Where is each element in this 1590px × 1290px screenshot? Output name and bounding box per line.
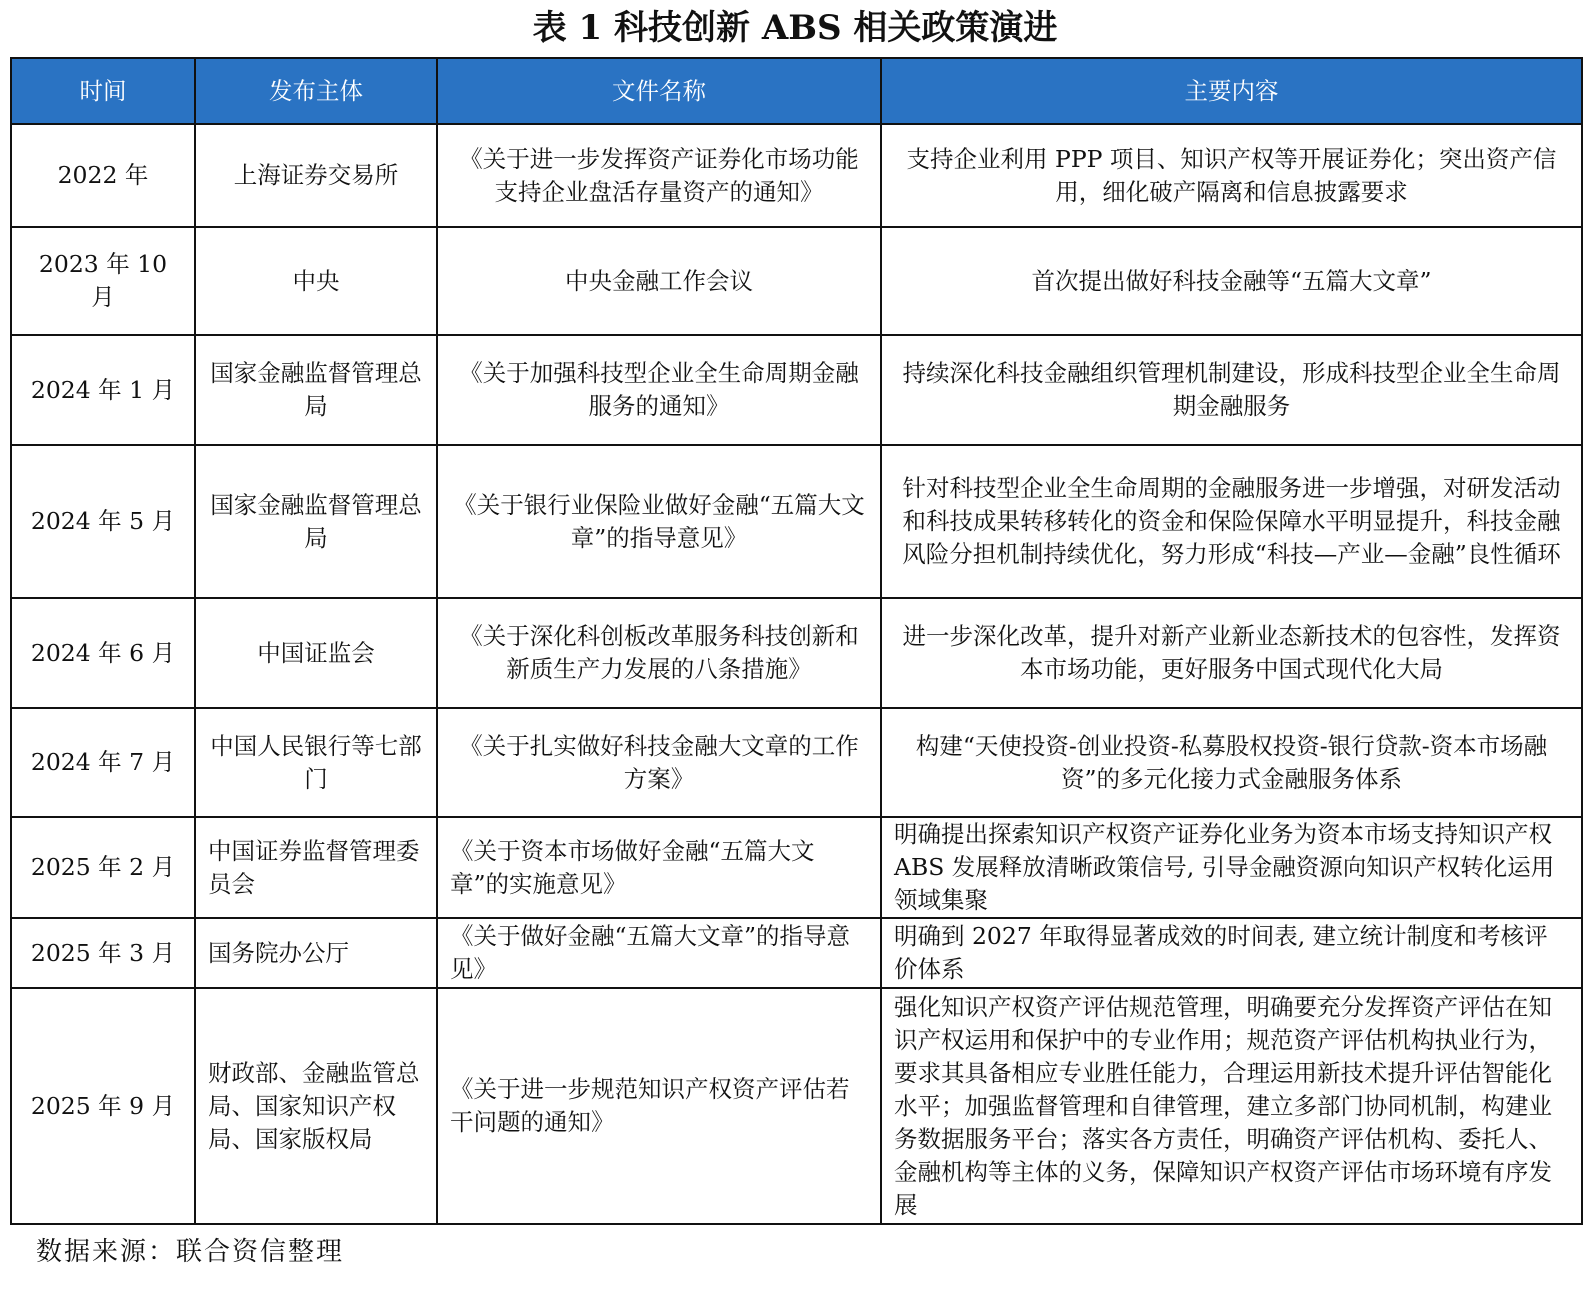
data-source-note: 数据来源：联合资信整理 [36, 1237, 345, 1267]
cell-time: 2024 年 6 月 [11, 598, 195, 708]
table-row [11, 335, 1582, 445]
cell-issuer: 中央 [195, 227, 437, 335]
table-row [11, 227, 1582, 335]
cell-issuer: 中国证监会 [195, 598, 437, 708]
cell-time: 2022 年 [11, 124, 195, 227]
cell-content: 针对科技型企业全生命周期的金融服务进一步增强，对研发活动和科技成果转移转化的资金和保险保障水平明显提升，科技金融风险分担机制持续优化，努力形成“科技—产业—金融”良性循环 [881, 445, 1582, 598]
cell-content: 明确提出探索知识产权资产证券化业务为资本市场支持知识产权 ABS 发展释放清晰政策信号, 引导金融资源向知识产权转化运用领域集聚 [881, 817, 1582, 918]
cell-content: 强化知识产权资产评估规范管理，明确要充分发挥资产评估在知识产权运用和保护中的专业作用；规范资产评估机构执业行为，要求其具备相应专业胜任能力，合理运用新技术提升评估智能化水平；加强监督管理和自律管理，建立多部门协同机制，构建业务数据服务平台；落实各方责任，明确资产评估机构、委托人、金融机构等主体的义务，保障知识产权资产评估市场环境有序发展 [881, 988, 1582, 1224]
cell-issuer: 中国证券监督管理委员会 [195, 817, 437, 918]
cell-document: 《关于资本市场做好金融“五篇大文章”的实施意见》 [437, 817, 881, 918]
cell-content: 进一步深化改革，提升对新产业新业态新技术的包容性，发挥资本市场功能，更好服务中国式现代化大局 [881, 598, 1582, 708]
table-row [11, 817, 1582, 918]
cell-document: 《关于银行业保险业做好金融“五篇大文章”的指导意见》 [437, 445, 881, 598]
cell-document: 《关于进一步规范知识产权资产评估若干问题的通知》 [437, 988, 881, 1224]
cell-document: 《关于做好金融“五篇大文章”的指导意见》 [437, 918, 881, 988]
cell-time: 2025 年 9 月 [11, 988, 195, 1224]
cell-content: 首次提出做好科技金融等“五篇大文章” [881, 227, 1582, 335]
cell-issuer: 国家金融监督管理总局 [195, 335, 437, 445]
column-header-content: 主要内容 [881, 58, 1582, 124]
cell-issuer: 国务院办公厅 [195, 918, 437, 988]
cell-issuer: 财政部、金融监管总局、国家知识产权局、国家版权局 [195, 988, 437, 1224]
column-header-document: 文件名称 [437, 58, 881, 124]
cell-content: 构建“天使投资-创业投资-私募股权投资-银行贷款-资本市场融资”的多元化接力式金融服务体系 [881, 708, 1582, 817]
table-row [11, 708, 1582, 817]
table-title: 表 1 科技创新 ABS 相关政策演进 [532, 8, 1058, 48]
cell-time: 2024 年 5 月 [11, 445, 195, 598]
cell-issuer: 国家金融监督管理总局 [195, 445, 437, 598]
cell-document: 《关于深化科创板改革服务科技创新和新质生产力发展的八条措施》 [437, 598, 881, 708]
cell-document: 《关于加强科技型企业全生命周期金融服务的通知》 [437, 335, 881, 445]
cell-time: 2023 年 10 月 [11, 227, 195, 335]
cell-issuer: 中国人民银行等七部门 [195, 708, 437, 817]
cell-document: 《关于进一步发挥资产证券化市场功能支持企业盘活存量资产的通知》 [437, 124, 881, 227]
table-row [11, 988, 1582, 1224]
cell-time: 2024 年 1 月 [11, 335, 195, 445]
cell-content: 支持企业利用 PPP 项目、知识产权等开展证券化；突出资产信用，细化破产隔离和信息披露要求 [881, 124, 1582, 227]
cell-issuer: 上海证券交易所 [195, 124, 437, 227]
column-header-time: 时间 [11, 58, 195, 124]
header-row [11, 58, 1582, 124]
cell-document: 中央金融工作会议 [437, 227, 881, 335]
cell-content: 明确到 2027 年取得显著成效的时间表, 建立统计制度和考核评价体系 [881, 918, 1582, 988]
cell-time: 2025 年 2 月 [11, 817, 195, 918]
table-row [11, 124, 1582, 227]
table-row [11, 918, 1582, 988]
policy-table [10, 57, 1583, 1225]
table-row [11, 598, 1582, 708]
cell-document: 《关于扎实做好科技金融大文章的工作方案》 [437, 708, 881, 817]
table-row [11, 445, 1582, 598]
cell-time: 2025 年 3 月 [11, 918, 195, 988]
column-header-issuer: 发布主体 [195, 58, 437, 124]
cell-content: 持续深化科技金融组织管理机制建设，形成科技型企业全生命周期金融服务 [881, 335, 1582, 445]
cell-time: 2024 年 7 月 [11, 708, 195, 817]
